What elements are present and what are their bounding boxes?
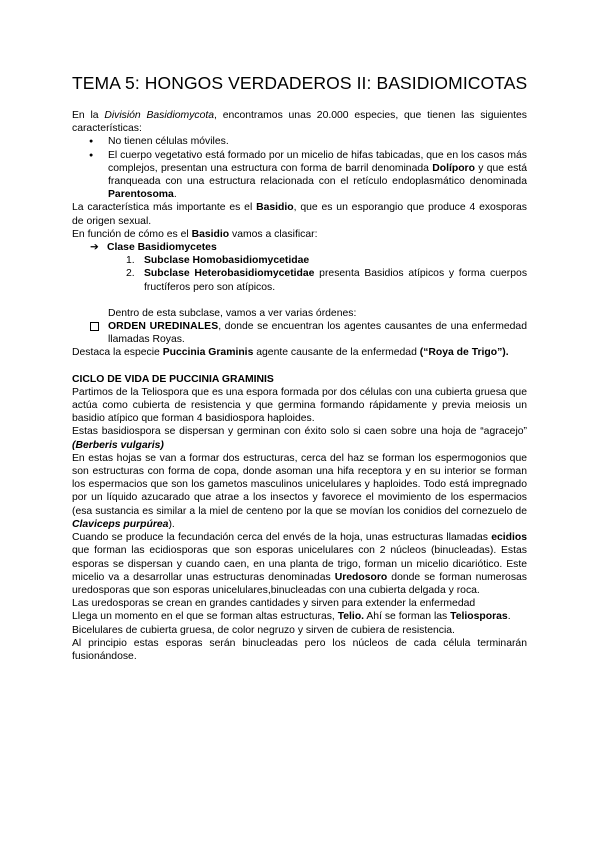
list-item [126, 254, 527, 267]
uredosoro-term: Uredosoro [334, 571, 388, 583]
paragraph: Las uredosporas se crean en grandes cantidades y sirven para extender la enfermedad [72, 598, 476, 610]
list-item-text: . [173, 189, 177, 201]
list-item [108, 149, 527, 202]
list-number: 1. [126, 255, 135, 267]
paragraph: Al principio estas esporas serán binucleadas pero los núcleos de cada célula terminarán fusionándose. [72, 637, 527, 662]
species-paragraph [72, 346, 527, 359]
intro-text-end: , encontramos unas 20.000 especies, que tienen las siguientes características: [72, 110, 527, 135]
paragraph-text: agente causante de la enfermedad [253, 347, 420, 359]
subclass-label: Subclase Heterobasidiomycetidae [144, 268, 315, 280]
paragraph-text: ). [168, 518, 175, 530]
paragraph [72, 531, 527, 597]
list-item-text: presenta Basidios atípicos y forma cuerpos fructíferos pero son atípicos. [144, 268, 528, 293]
characteristics-list [72, 135, 527, 201]
teliosporas-term: Teliosporas [450, 611, 508, 623]
paragraph-text: Ahí se forman las [364, 611, 451, 623]
list-item [126, 267, 528, 293]
document-body [72, 109, 527, 663]
arrow-icon: ➔ [90, 242, 99, 254]
paragraph-text: vamos a clasificar: [229, 228, 318, 240]
list-number: 2. [126, 268, 135, 280]
class-item [90, 241, 527, 254]
order-item [72, 320, 527, 346]
paragraph-text: En función de cómo es el [72, 228, 192, 240]
paragraph-text: En estas hojas se van a formar dos estructuras, cerca del haz se forman los espermogonios que son estructuras con forma de copa, donde asoman una hifa receptora y en su interior se forman los espermacios que son los gametos masculinos unicelulares y haploides. Todo está impregnado por un líquido azucarado que atrae a los insectos y favorece el movimiento de los espermacios (esa sustancia es similar a la miel de centeno por la que se movían los conidios del cornezuelo de [72, 452, 527, 517]
page-title: TEMA 5: HONGOS VERDADEROS II: BASIDIOMICOTAS [72, 73, 528, 93]
ecidios-term: ecidios [491, 532, 527, 544]
orders-intro: Dentro de esta subclase, vamos a ver varias órdenes: [108, 307, 357, 319]
section-heading: CICLO DE VIDA DE PUCCINIA GRAMINIS [72, 373, 274, 385]
species-name: Puccinia Graminis [162, 347, 254, 359]
disease-name: (“Roya de Trigo”). [419, 347, 509, 359]
basidio-term: Basidio [191, 228, 230, 240]
species-name: Claviceps purpúrea [72, 518, 169, 530]
intro-text: En la [72, 110, 105, 121]
list-item [108, 135, 527, 148]
checkbox-icon[interactable] [90, 322, 99, 331]
list-item-text: El cuerpo vegetativo está formado por un micelio de hifas tabicadas, que en los casos más complejos, presentan una estructura con forma de barril denominada [108, 149, 527, 174]
paragraph-text: . [507, 611, 511, 623]
spacer [72, 360, 527, 373]
class-label: Clase Basidiomycetes [107, 242, 217, 254]
paragraph-text: Cuando se produce la fecundación cerca del envés de la hoja, unas estructuras llamadas [72, 532, 492, 544]
order-label: ORDEN UREDINALES [108, 321, 219, 333]
parentosoma-term: Parentosoma [108, 189, 174, 201]
paragraph-text: que forman las ecidiosporas que son esporas unicelulares con 2 núcleos (binucleadas). Estas esporas se dispersan y cuando caen, en una planta de trigo, forman un micelio dicariótico. Este micelio va a desarrollar unas estructuras denominadas [72, 545, 527, 583]
paragraph-text: La característica más importante es el [72, 202, 257, 214]
spacer [72, 294, 527, 307]
paragraph-text: donde se forman numerosas uredosporas que son esporas unicelulares,binucleadas con una cubierta delgada y roca. [72, 571, 527, 596]
paragraph [72, 425, 527, 451]
species-name: (Berberis vulgaris) [72, 439, 164, 451]
division-term: División Basidiomycota [104, 110, 215, 121]
paragraph: Partimos de la Teliospora que es una espora formada por dos células con una cubierta gruesa que actúa como cubierta de resistencia y que germina formando rápidamente y previa meiosis un basidio atípico que forman 4 basidiospora haploides. [72, 386, 527, 425]
classification-paragraph [72, 228, 527, 241]
paragraph-text: Llega un momento en el que se forman altas estructuras, [72, 611, 338, 623]
telio-term: Telio. [337, 611, 365, 623]
paragraph: Bicelulares de cubierta gruesa, de color negruzo y sirven de cubiera de resistencia. [72, 624, 455, 636]
paragraph [72, 610, 527, 623]
order-text: , donde se encuentran los agentes causantes de una enfermedad llamadas Royas. [108, 321, 527, 346]
subclass-label: Subclase Homobasidiomycetidae [144, 255, 310, 267]
doliporo-term: Dolíporo [432, 162, 475, 174]
paragraph-text: Estas basidiospora se dispersan y germinan con éxito solo si caen sobre una hoja de “agracejo” [72, 426, 527, 438]
basidio-paragraph [72, 201, 527, 227]
intro-paragraph [72, 109, 527, 135]
list-item-text: y que está franqueada con una estructura relacionada con el retículo endoplasmático denominada [108, 162, 527, 188]
basidio-term: Basidio [256, 202, 294, 214]
paragraph-text: , que es un esporangio que produce 4 exosporas de origen sexual. [72, 202, 528, 227]
paragraph [72, 452, 527, 531]
list-item-text: No tienen células móviles. [108, 136, 229, 148]
paragraph-text: Destaca la especie [72, 347, 163, 359]
subclass-list [72, 254, 527, 294]
